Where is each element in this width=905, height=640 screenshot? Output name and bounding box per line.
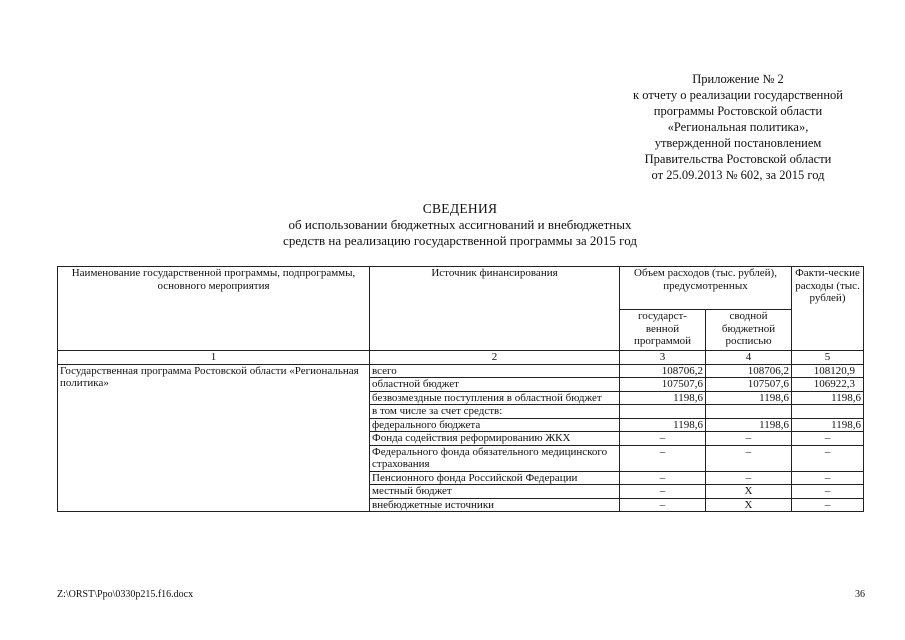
- budget-cell: –: [706, 471, 792, 485]
- budget-cell: 1198,6: [706, 418, 792, 432]
- actual-cell: –: [792, 485, 864, 499]
- source-cell: безвозмездные поступления в областной бюджет: [370, 391, 620, 405]
- source-cell: Фонда содействия реформированию ЖКХ: [370, 432, 620, 446]
- budget-cell: 108706,2: [706, 364, 792, 378]
- title-heading: СВЕДЕНИЯ: [422, 201, 498, 216]
- actual-cell: 108120,9: [792, 364, 864, 378]
- program-cell: 108706,2: [620, 364, 706, 378]
- budget-cell: Х: [706, 498, 792, 512]
- actual-cell: –: [792, 432, 864, 446]
- program-cell: –: [620, 432, 706, 446]
- document-title: [200, 201, 720, 249]
- program-cell: –: [620, 485, 706, 499]
- appendix-header: [600, 71, 876, 183]
- actual-cell: –: [792, 471, 864, 485]
- page-number: 36: [855, 589, 865, 600]
- program-cell: –: [620, 445, 706, 471]
- column-number-row: [58, 351, 864, 365]
- source-cell: Пенсионного фонда Российской Федерации: [370, 471, 620, 485]
- appendix-line: от 25.09.2013 № 602, за 2015 год: [651, 168, 825, 182]
- header-actual: Факти-ческие расходы (тыс. рублей): [792, 267, 864, 351]
- appendix-line: «Региональная политика»,: [667, 120, 809, 134]
- program-cell: –: [620, 471, 706, 485]
- header-source: Источник финансирования: [370, 267, 620, 351]
- appendix-line: Правительства Ростовской области: [644, 152, 832, 166]
- source-cell: федерального бюджета: [370, 418, 620, 432]
- column-number: 2: [370, 351, 620, 365]
- program-cell: 1198,6: [620, 391, 706, 405]
- source-cell: всего: [370, 364, 620, 378]
- title-line: средств на реализацию государственной программы за 2015 год: [283, 233, 637, 248]
- source-cell: Федерального фонда обязательного медицинского страхования: [370, 445, 620, 471]
- program-cell: 107507,6: [620, 378, 706, 392]
- program-cell: 1198,6: [620, 418, 706, 432]
- source-cell: местный бюджет: [370, 485, 620, 499]
- column-number: 5: [792, 351, 864, 365]
- source-cell: областной бюджет: [370, 378, 620, 392]
- actual-cell: –: [792, 445, 864, 471]
- appendix-line: к отчету о реализации государственной: [633, 88, 843, 102]
- appendix-line: утвержденной постановлением: [654, 136, 822, 150]
- header-planned: Объем расходов (тыс. рублей), предусмотренных: [620, 267, 792, 310]
- actual-cell: 106922,3: [792, 378, 864, 392]
- actual-cell: –: [792, 498, 864, 512]
- program-cell: –: [620, 498, 706, 512]
- source-cell: в том числе за счет средств:: [370, 405, 620, 419]
- header-budget: сводной бюджетной росписью: [706, 310, 792, 351]
- appendix-line: Приложение № 2: [692, 72, 784, 86]
- budget-cell: 1198,6: [706, 391, 792, 405]
- actual-cell: 1198,6: [792, 418, 864, 432]
- budget-cell: –: [706, 432, 792, 446]
- appendix-line: программы Ростовской области: [653, 104, 823, 118]
- report-table: [57, 266, 864, 512]
- column-number: 1: [58, 351, 370, 365]
- footer-file-path: Z:\ORST\Ppo\0330p215.f16.docx: [57, 589, 194, 600]
- title-line: об использовании бюджетных ассигнований и внебюджетных: [288, 217, 632, 232]
- table-header-row: [58, 267, 864, 310]
- source-cell: внебюджетные источники: [370, 498, 620, 512]
- budget-cell: –: [706, 445, 792, 471]
- table-row: [58, 364, 864, 378]
- column-number: 4: [706, 351, 792, 365]
- program-name: Государственная программа Ростовской области «Региональная политика»: [58, 364, 370, 512]
- column-number: 3: [620, 351, 706, 365]
- program-cell: [620, 405, 706, 419]
- actual-cell: 1198,6: [792, 391, 864, 405]
- budget-cell: [706, 405, 792, 419]
- header-program: государст-венной программой: [620, 310, 706, 351]
- actual-cell: [792, 405, 864, 419]
- header-name: Наименование государственной программы, подпрограммы, основного мероприятия: [58, 267, 370, 351]
- budget-cell: Х: [706, 485, 792, 499]
- budget-cell: 107507,6: [706, 378, 792, 392]
